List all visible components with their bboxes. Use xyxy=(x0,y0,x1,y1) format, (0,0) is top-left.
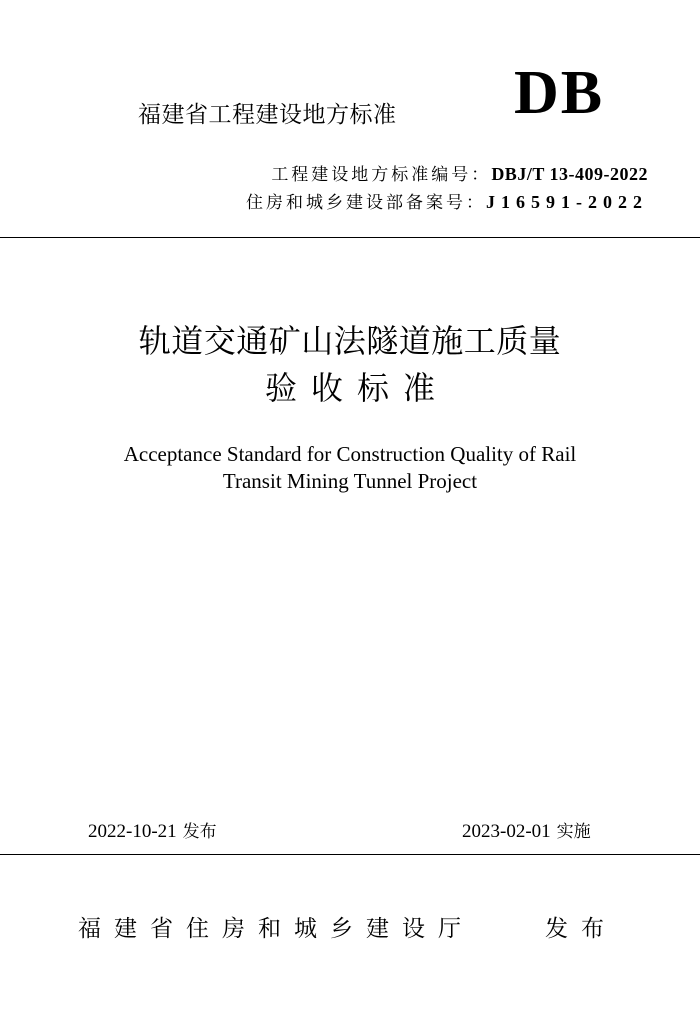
issuing-department: 福建省住房和城乡建设厅 xyxy=(78,916,474,942)
effective-date-line xyxy=(462,817,591,843)
top-divider xyxy=(0,237,700,238)
filing-number-line xyxy=(246,188,648,213)
standard-number-label: 工程建设地方标准编号： xyxy=(271,165,492,185)
publish-date-line xyxy=(88,817,217,843)
publish-date: 2022-10-21 xyxy=(88,821,177,842)
issue-label: 发布 xyxy=(545,916,617,942)
title-cn-line2: 验收标准 xyxy=(264,369,449,407)
db-mark: DB xyxy=(514,59,605,127)
title-en-line1: Acceptance Standard for Construction Quality of Rail xyxy=(123,442,577,466)
title-en-line2: Transit Mining Tunnel Project xyxy=(222,469,478,493)
standard-number: DBJ/T 13-409-2022 xyxy=(491,164,648,184)
province-standard-label: 福建省工程建设地方标准 xyxy=(138,102,397,128)
filing-number-label: 住房和城乡建设部备案号： xyxy=(246,193,486,213)
effective-date: 2023-02-01 xyxy=(462,821,551,842)
title-cn-line1: 轨道交通矿山法隧道施工质量 xyxy=(138,322,562,360)
standard-number-line xyxy=(271,160,648,185)
bottom-divider xyxy=(0,854,700,855)
publish-label: 发布 xyxy=(182,822,217,842)
filing-number: J16591-2022 xyxy=(486,192,648,212)
effective-label: 实施 xyxy=(556,822,591,842)
